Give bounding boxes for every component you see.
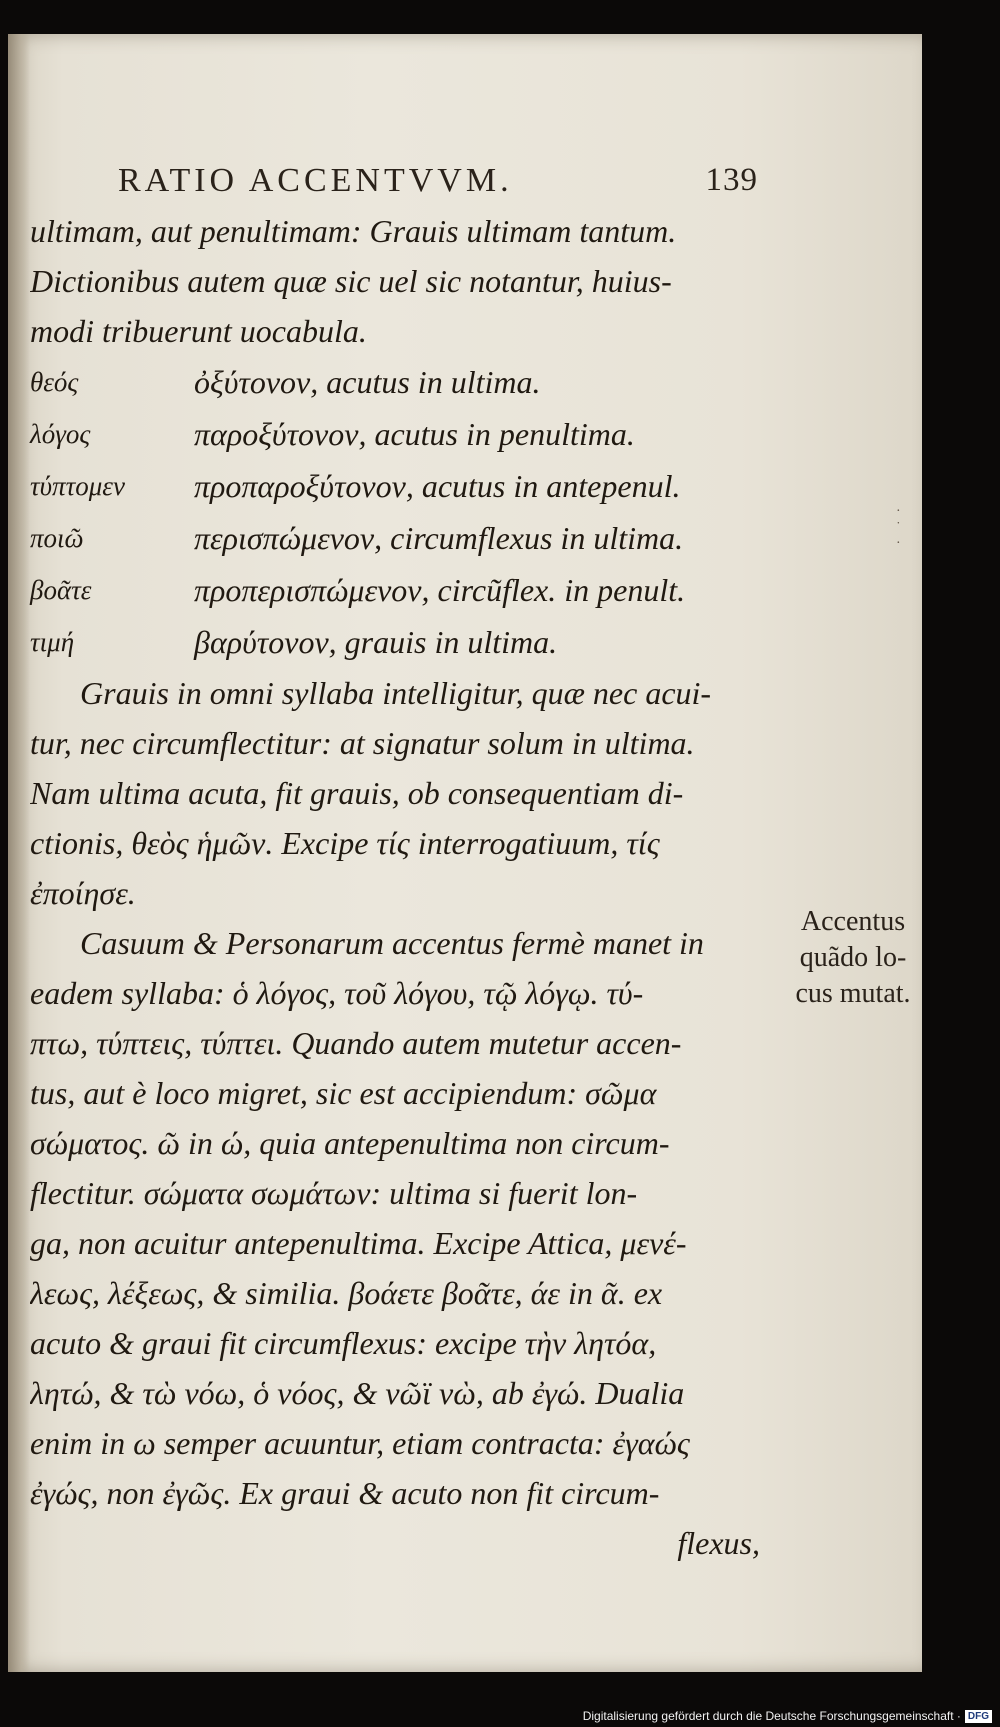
accent-terms-table [30,356,760,668]
page-gutter-shadow [8,34,30,1672]
page-number: 139 [705,162,758,198]
dfg-logo: DFG [965,1710,992,1723]
text-line: enim in ω semper acuuntur, etiam contracta: ἐγαώς [30,1425,690,1461]
text-line: modi tribuerunt uocabula. [30,313,367,349]
marginal-note [768,904,938,1012]
digitization-credit [583,1709,992,1723]
paragraph-casuum [30,918,760,1518]
greek-example: λόγος [30,419,91,449]
running-title: RATIO ACCENTVVM. [118,162,513,199]
text-line: ultimam, aut penultimam: Grauis ultimam tantum. [30,213,677,249]
text-line: σώματος. ῶ in ώ, quia antepenultima non circum- [30,1125,670,1161]
greek-example: τιμή [30,627,75,657]
marginal-note-line: cus mutat. [795,978,911,1009]
greek-example: θεός [30,367,79,397]
accent-term-row [30,512,760,564]
greek-example: βοᾶτε [30,575,92,605]
greek-example: ποιῶ [30,523,84,553]
accent-definition: προπερισπώμενον, circũflex. in penult. [194,572,686,608]
accent-definition: ὀξύτονον, acutus in ultima. [194,364,541,400]
text-line: Casuum & Personarum accentus fermè manet in [80,925,704,961]
accent-term-row [30,460,760,512]
text-line: πτω, τύπτεις, τύπτει. Quando autem mutetur accen- [30,1025,682,1061]
accent-term-row [30,408,760,460]
text-line: eadem syllaba: ὁ λόγος, τοῦ λόγου, τῷ λόγῳ. τύ- [30,975,644,1011]
text-line: λεως, λέξεως, & similia. βοάετε βοᾶτε, άε in ᾶ. ex [30,1275,663,1311]
main-text [30,206,760,1568]
running-header [118,162,758,200]
text-line: ἐποίησε. [30,875,136,911]
credit-text: Digitalisierung gefördert durch die Deutsche Forschungsgemeinschaft · [582,1709,961,1723]
text-line: flectitur. σώματα σωμάτων: ultima si fuerit lon- [30,1175,638,1211]
text-line: λητώ, & τὼ νόω, ὁ νόος, & νῶϊ νὼ, ab ἐγώ. Dualia [30,1375,685,1411]
book-page [8,34,922,1672]
text-line: ἐγώς, non ἐγῶς. Ex graui & acuto non fit circum- [30,1475,660,1511]
accent-definition: βαρύτονον, grauis in ultima. [194,624,558,660]
text-line: Dictionibus autem quæ sic uel sic notantur, huius- [30,263,672,299]
accent-definition: προπαροξύτονον, acutus in antepenul. [194,468,681,504]
accent-definition: περισπώμενον, circumflexus in ultima. [194,520,684,556]
greek-example: τύπτομεν [30,471,125,501]
text-line: acuto & graui fit circumflexus: excipe τὴν λητόα, [30,1325,657,1361]
text-line: Nam ultima acuta, fit grauis, ob consequentiam di- [30,775,684,811]
text-line: Grauis in omni syllaba intelligitur, quæ nec acui- [80,675,712,711]
ink-speck-marks: · ˙ · [896,504,901,551]
accent-term-row [30,616,760,668]
text-line: tur, nec circumflectitur: at signatur solum in ultima. [30,725,695,761]
text-line: ctionis, θεὸς ἡμῶν. Excipe τίς interrogatiuum, τίς [30,825,660,861]
text-line: tus, aut è loco migret, sic est accipiendum: σῶμα [30,1075,657,1111]
accent-term-row [30,564,760,616]
text-line: ga, non acuitur antepenultima. Excipe Attica, μενέ- [30,1225,687,1261]
catchword: flexus, [677,1525,760,1561]
accent-term-row [30,356,760,408]
marginal-note-line: Accentus [800,906,906,937]
marginal-note-line: quãdo lo- [799,942,907,973]
accent-definition: παροξύτονον, acutus in penultima. [194,416,635,452]
paragraph-grauis [30,668,760,918]
